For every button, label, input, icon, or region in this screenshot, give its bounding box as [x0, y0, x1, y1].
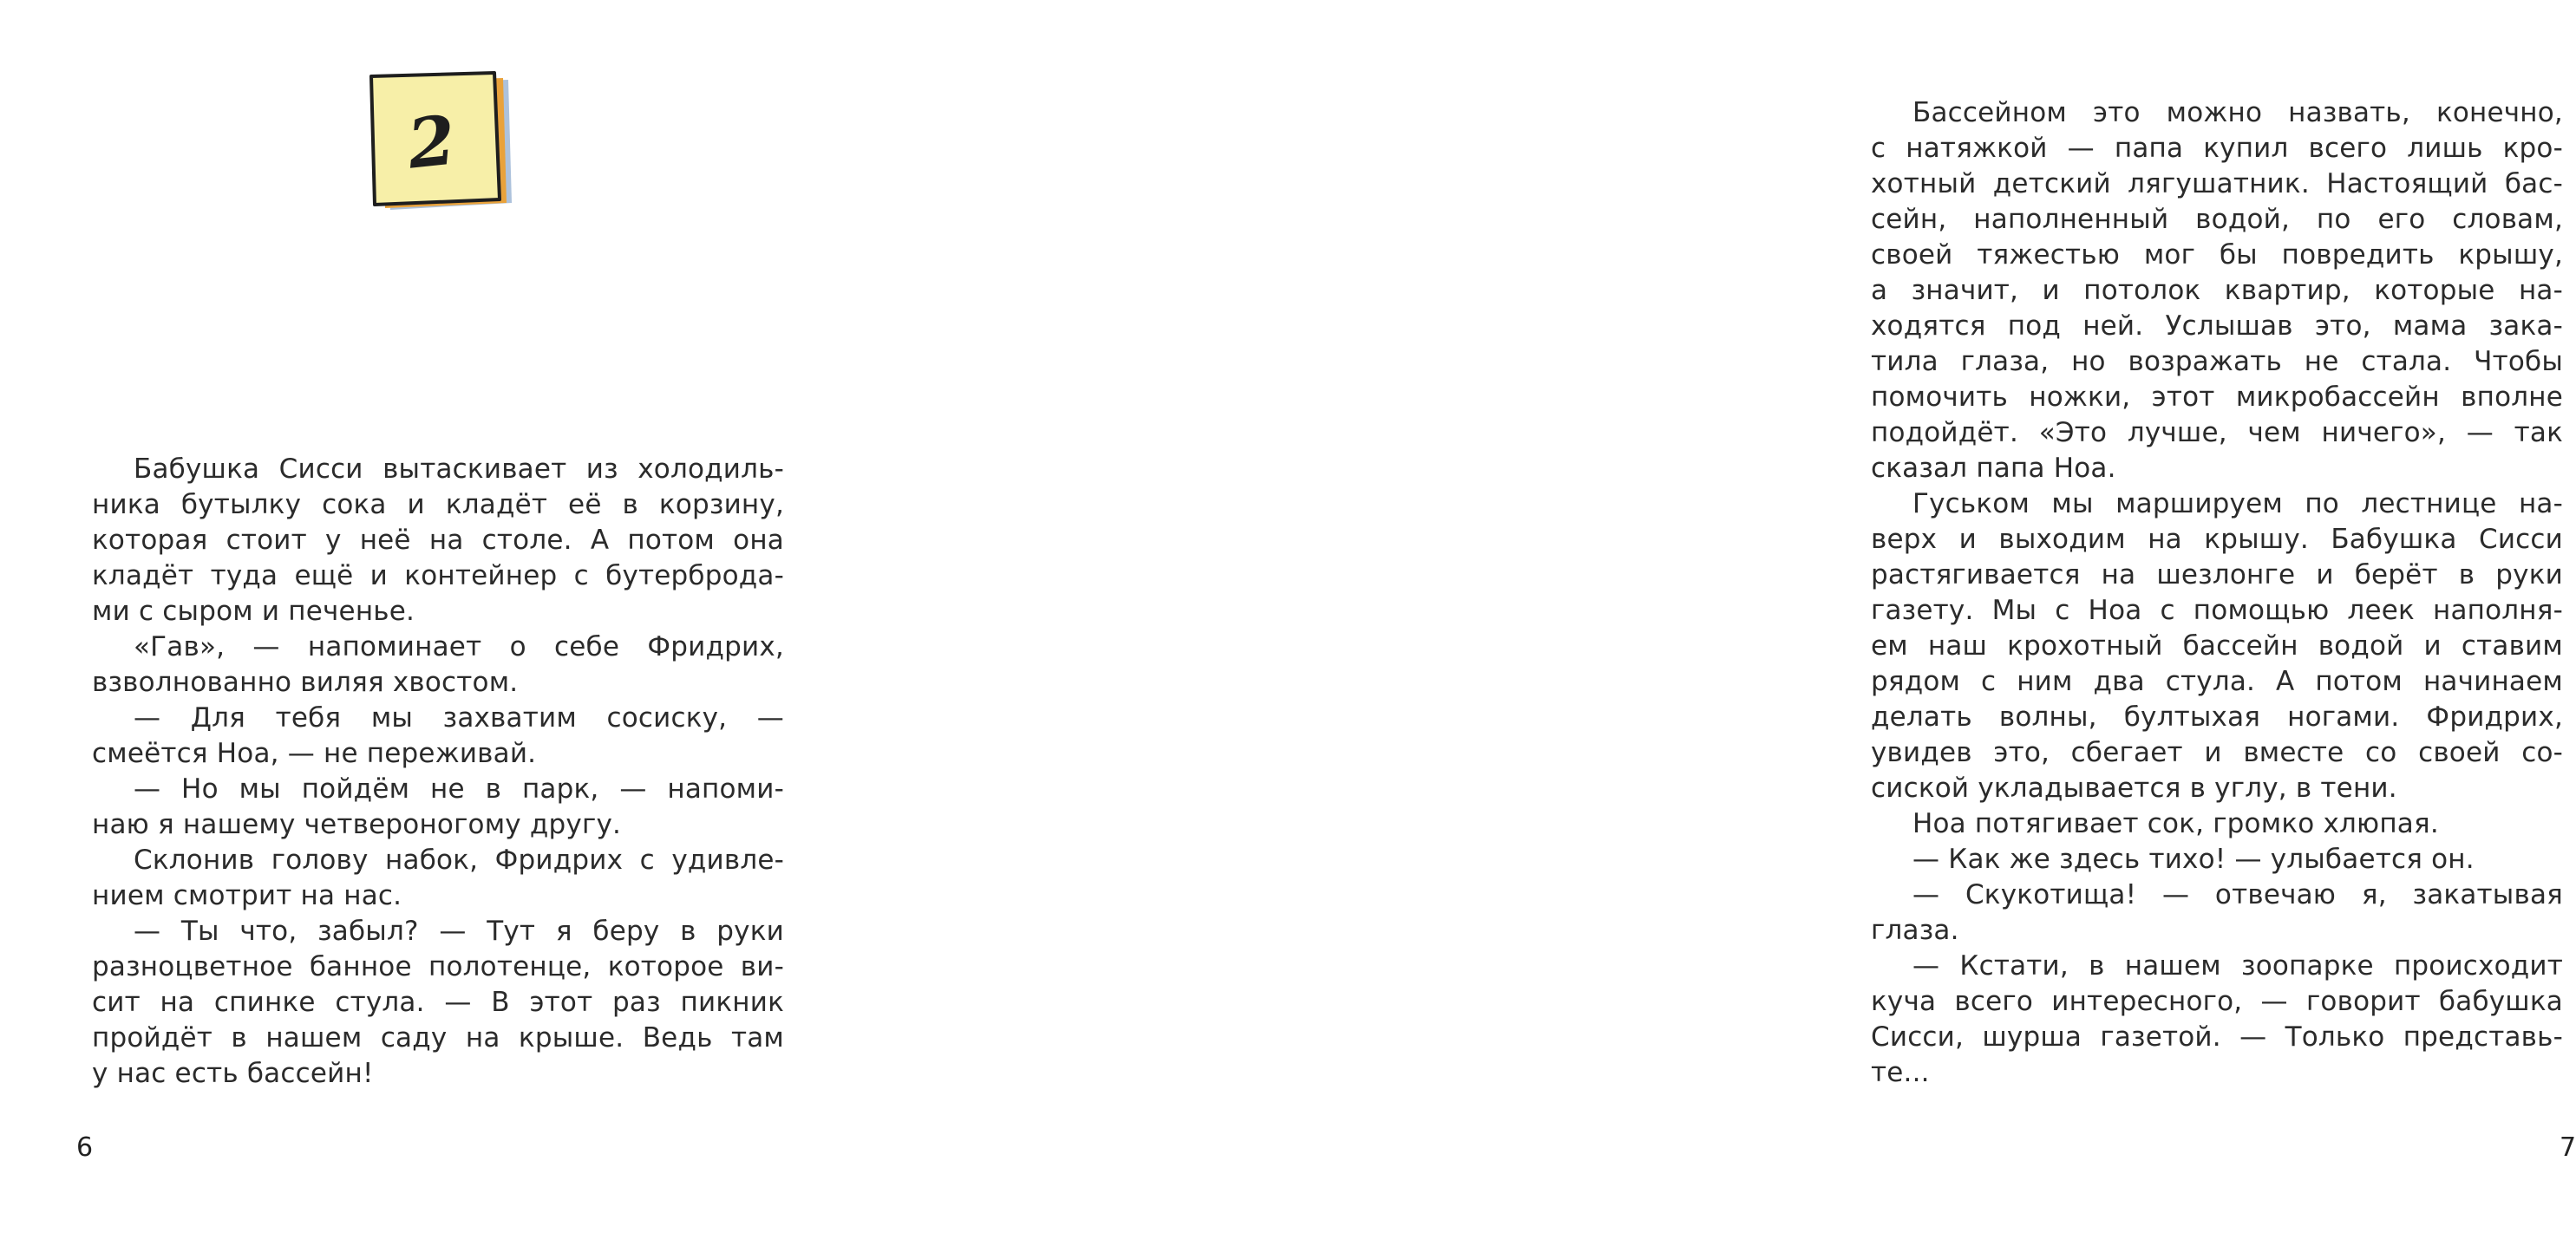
text-line: а значит, и потолок квартир, которые на-	[1871, 275, 2563, 306]
text-line: ника бутылку сока и кладёт её в корзину,	[92, 489, 784, 520]
text-line: Ноа потягивает сок, громко хлюпая.	[1912, 808, 2439, 839]
text-line: смеётся Ноа, — не переживай.	[92, 738, 537, 769]
text-line: куча всего интересного, — говорит бабушка	[1871, 986, 2563, 1017]
text-line: «Гав», — напоминает о себе Фридрих,	[134, 631, 784, 662]
page-number: 7	[2560, 1132, 2576, 1163]
text-line: — Кстати, в нашем зоопарке происходит	[1912, 950, 2563, 982]
text-line: Сисси, шурша газетой. — Только представь-	[1871, 1021, 2563, 1053]
text-line: сейн, наполненный водой, по его словам,	[1871, 204, 2563, 235]
chapter-badge	[364, 73, 512, 216]
page-number: 6	[76, 1132, 94, 1163]
text-line: помочить ножки, этот микробассейн вполне	[1871, 382, 2563, 413]
text-line: Бассейном это можно назвать, конечно,	[1912, 97, 2563, 128]
text-line: делать волны, бултыхая ногами. Фридрих,	[1871, 701, 2563, 733]
text-line: разноцветное банное полотенце, которое ви-	[92, 951, 784, 982]
left-page	[0, 0, 867, 1233]
left-page-text	[92, 452, 784, 1092]
text-line: Гуськом мы маршируем по лестнице на-	[1912, 488, 2563, 519]
text-line: растягивается на шезлонге и берёт в руки	[1871, 559, 2563, 590]
text-line: — Но мы пойдём не в парк, — напоми-	[134, 773, 784, 805]
text-line: — Для тебя мы захватим сосиску, —	[134, 702, 784, 734]
text-line: те...	[1871, 1057, 1930, 1088]
text-line: подойдёт. «Это лучше, чем ничего», — так	[1871, 417, 2563, 448]
text-line: — Как же здесь тихо! — улыбается он.	[1912, 844, 2475, 875]
text-line: хотный детский лягушатник. Настоящий бас-	[1871, 168, 2563, 199]
right-page-text	[1871, 95, 2563, 1091]
text-line: Бабушка Сисси вытаскивает из холодиль-	[134, 453, 784, 485]
chapter-number: 2	[403, 100, 460, 185]
text-line: — Ты что, забыл? — Тут я беру в руки	[134, 916, 784, 947]
text-line: у нас есть бассейн!	[92, 1058, 374, 1089]
text-line: с натяжкой — папа купил всего лишь кро-	[1871, 133, 2563, 164]
text-line: нием смотрит на нас.	[92, 880, 402, 911]
text-line: — Скукотища! — отвечаю я, закатывая	[1912, 879, 2563, 910]
text-line: глаза.	[1871, 915, 1959, 946]
text-line: газету. Мы с Ноа с помощью леек наполня-	[1871, 595, 2563, 626]
text-line: ми с сыром и печенье.	[92, 596, 415, 627]
text-line: ходятся под ней. Услышав это, мама зака-	[1871, 310, 2563, 342]
text-line: сиской укладывается в углу, в тени.	[1871, 773, 2397, 804]
text-line: наю я нашему четвероногому другу.	[92, 809, 622, 840]
text-line: которая стоит у неё на столе. А потом она	[92, 525, 784, 556]
text-line: верх и выходим на крышу. Бабушка Сисси	[1871, 524, 2563, 555]
text-line: пройдёт в нашем саду на крыше. Ведь там	[92, 1022, 784, 1054]
text-line: сказал папа Ноа.	[1871, 453, 2116, 484]
text-line: увидев это, сбегает и вместе со своей со-	[1871, 737, 2563, 768]
right-page	[867, 0, 2576, 1233]
text-line: кладёт туда ещё и контейнер с бутерброда-	[92, 560, 784, 591]
text-line: своей тяжестью мог бы повредить крышу,	[1871, 239, 2563, 271]
text-line: сит на спинке стула. — В этот раз пикник	[92, 987, 784, 1018]
text-line: взволнованно виляя хвостом.	[92, 667, 519, 698]
text-line: ем наш крохотный бассейн водой и ставим	[1871, 630, 2563, 662]
text-line: рядом с ним два стула. А потом начинаем	[1871, 666, 2563, 697]
text-line: тила глаза, но возражать не стала. Чтобы	[1871, 346, 2563, 377]
text-line: Склонив голову набок, Фридрих с удивле-	[134, 845, 784, 876]
